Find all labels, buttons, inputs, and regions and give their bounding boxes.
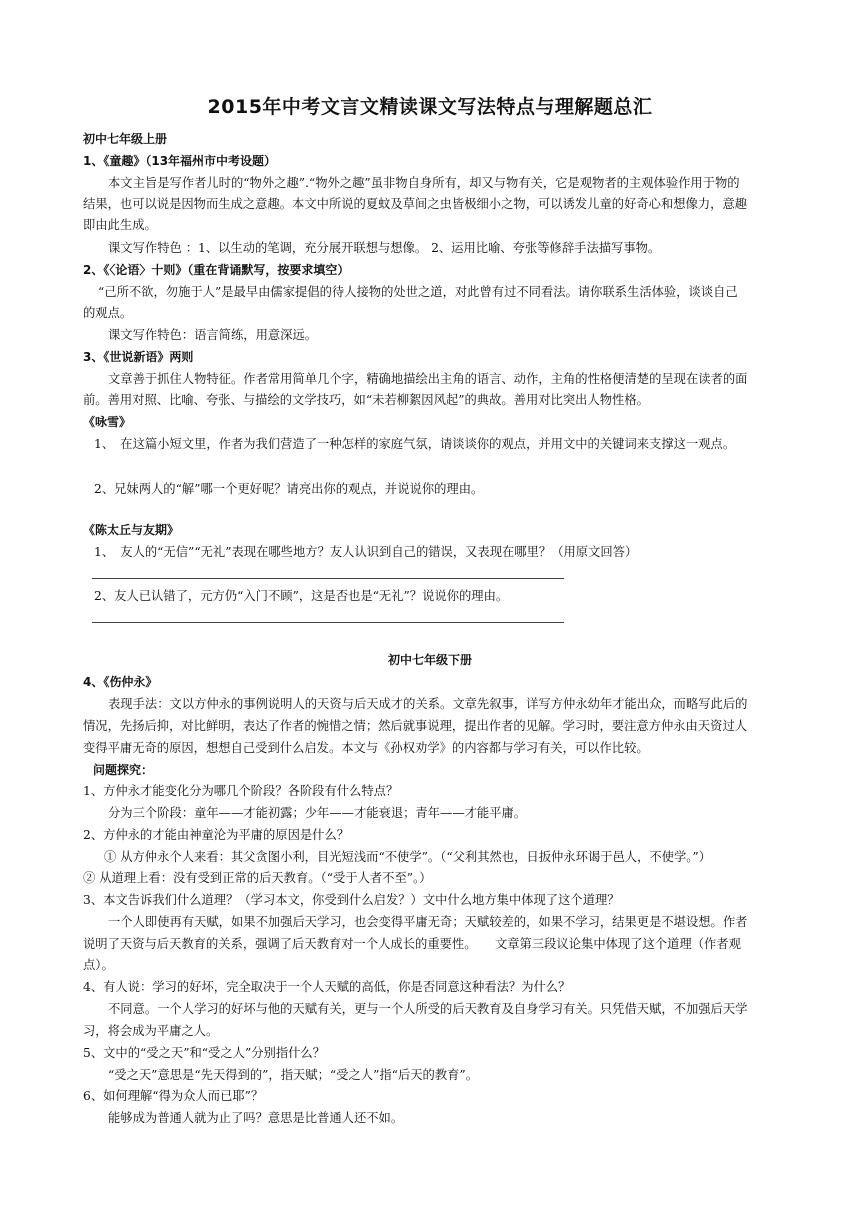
paragraph-line: 变得平庸无奇的原因，想想自己受到什么启发。本文与《孙权劝学》的内容都与学习有关，可以作比较。 <box>83 741 649 755</box>
paragraph-line: 结果，也可以说是因物而生成之意趣。本文中所说的夏蚊及草间之虫皆极细小之物，可以诱发儿童的好奇心和想像力，意趣 <box>83 197 748 211</box>
inquiry-heading: 问题探究： <box>93 763 154 777</box>
paragraph-line: 的观点。 <box>83 306 133 320</box>
answer-line-text: ① 从方仲永个人来看：其父贪图小利，目光短浅而“不使学”。（“父利其然也，日扳仲永环谒于邑人，不使学。”） <box>104 850 712 864</box>
paragraph-line: 前。善用对照、比喻、夸张、与描绘的文学技巧，如“未若柳絮因风起”的典故。善用对比突出人物性格。 <box>83 393 649 407</box>
answer-line-text: ② 从道理上看：没有受到正常的后天教育。（“受于人者不至”。） <box>83 871 432 885</box>
section-heading-shishuo: 3、《世说新语》两则 <box>83 350 194 364</box>
answer-line-text: 分为三个阶段：童年——才能初露；少年——才能衰退；青年——才能平庸。 <box>108 806 527 820</box>
paragraph-line: 点）。 <box>83 958 114 972</box>
section-heading-shangzhongyong: 4、《伤仲永》 <box>83 675 158 689</box>
section-heading-lunyu: 2、《〈论语〉十则》（重在背诵默写，按要求填空） <box>83 263 350 277</box>
question-line: 4、有人说：学习的好坏，完全取决于一个人天赋的高低，你是否同意这种看法？为什么？ <box>83 980 571 994</box>
question-line: 1、 友人的“无信”“无礼”表现在哪些地方？友人认识到自己的错误，又表现在哪里？（用原文回答） <box>94 545 638 559</box>
paragraph-line: 说明了天资与后天教育的关系，强调了后天教育对一个人成长的重要性。 文章第三段议论集中体现了这个道理（作者观 <box>83 937 741 951</box>
question-line: 1、方仲永才能变化分为哪几个阶段？各阶段有什么特点？ <box>83 784 399 798</box>
question-line: 6、如何理解“得为众人而已耶”？ <box>83 1089 264 1103</box>
paragraph-line: 一个人即使再有天赋，如果不加强后天学习，也会变得平庸无奇；天赋较差的，如果不学习，结果更是不堪设想。作者 <box>108 915 748 929</box>
subsection-title-chentaiqiu: 《陈太丘与友期》 <box>83 523 180 537</box>
question-line: 2、友人已认错了，元方仍“入门不顾”，这是否也是“无礼”？说说你的理由。 <box>94 589 509 603</box>
question-line: 2、方仲永的才能由神童沦为平庸的原因是什么？ <box>83 828 350 842</box>
question-line: 5、文中的“受之天”和“受之人”分别指什么？ <box>83 1046 326 1060</box>
paragraph-line: 文章善于抓住人物特征。作者常用简单几个字，精确地描绘出主角的语言、动作，主角的性格便清楚的呈现在读者的面 <box>108 372 748 386</box>
answer-line <box>92 578 564 579</box>
paragraph-line: 习，将会成为平庸之人。 <box>83 1024 219 1038</box>
paragraph-line: 本文主旨是写作者儿时的“物外之趣”.“物外之趣”虽非物自身所有，却又与物有关，它是观物者的主观体验作用于物的 <box>108 176 740 190</box>
question-line: 3、本文告诉我们什么道理？（学习本文，你受到什么启发？）文中什么地方集中体现了这个道理？ <box>83 893 620 907</box>
paragraph-line: 情况，先扬后抑，对比鲜明，表达了作者的惋惜之情；然后就事说理，提出作者的见解。学习时，要注意方仲永由天资过人 <box>83 719 748 733</box>
paragraph-line: “己所不欲，勿施于人”是最早由儒家提倡的待人接物的处世之道，对此曾有过不同看法。请你联系生活体验，谈谈自己 <box>98 285 738 299</box>
answer-line-text: 能够成为普通人就为止了吗？意思是比普通人还不如。 <box>108 1111 404 1125</box>
writing-feature-line: 课文写作特色：语言简练，用意深远。 <box>108 328 318 342</box>
section-heading-tongqu: 1、《童趣》（13年福州市中考设题） <box>83 154 277 168</box>
grade-heading-7b: 初中七年级下册 <box>387 653 472 667</box>
paragraph-line: 不同意。一个人学习的好坏与他的天赋有关，更与一个人所受的后天教育及自身学习有关。只凭借天赋，不加强后天学 <box>108 1002 748 1016</box>
paragraph-line: 即由此生成。 <box>83 218 157 232</box>
writing-feature-line: 课文写作特色 ：1、以生动的笔调，充分展开联想与想像。 2、运用比喻、夸张等修辞手法描写事物。 <box>108 241 661 255</box>
paragraph-line: 表现手法：文以方仲永的事例说明人的天资与后天成才的关系。文章先叙事，详写方仲永幼年才能出众，而略写此后的 <box>108 697 748 711</box>
question-line: 1、 在这篇小短文里，作者为我们营造了一种怎样的家庭气氛，请谈谈你的观点，并用文中的关键词来支撑这一观点。 <box>94 437 736 451</box>
question-line: 2、兄妹两人的“解”哪一个更好呢？请亮出你的观点，并说说你的理由。 <box>94 482 484 496</box>
answer-line-text: “受之天”意思是“先天得到的”，指天赋；“受之人”指“后天的教育”。 <box>108 1068 479 1082</box>
grade-heading-7a: 初中七年级上册 <box>83 132 168 146</box>
document-title: 2015年中考文言文精读课文写法特点与理解题总汇 <box>207 96 653 118</box>
answer-line <box>92 622 564 623</box>
subsection-title-yongxue: 《咏雪》 <box>83 415 132 429</box>
